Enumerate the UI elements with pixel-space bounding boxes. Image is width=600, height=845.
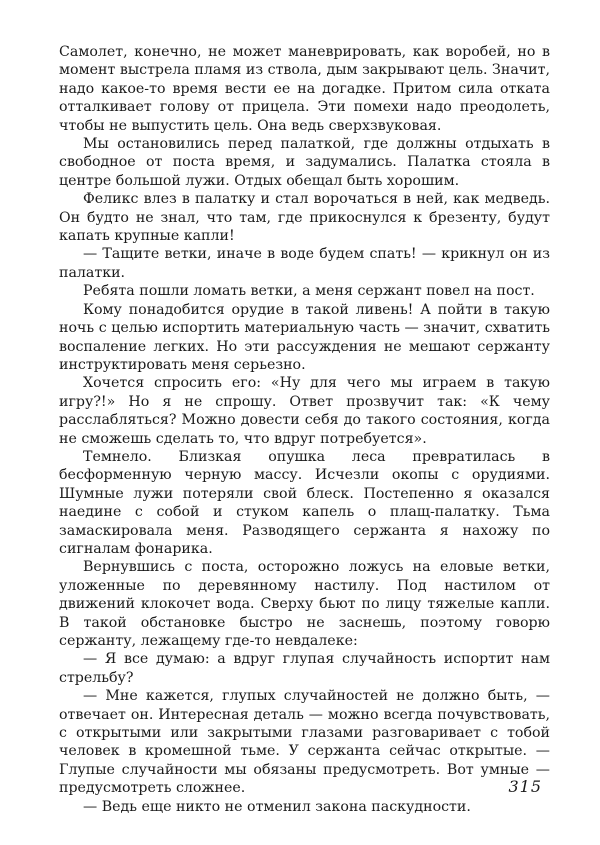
paragraph: Кому понадобится орудие в такой ливень! А пойти в такую ночь с целью испортить материальную часть — значит, схватить воспаление легких. Но эти рассуждения не мешают сержанту инструктировать меня серьезно.: [59, 301, 550, 373]
paragraph: Феликс влез в палатку и стал ворочаться в ней, как медведь. Он будто не знал, что там, где прикоснулся к брезенту, будут капать крупные капли!: [59, 191, 550, 245]
page-body: [59, 43, 550, 816]
page-number: 315: [508, 777, 542, 796]
paragraph: — Я все думаю: а вдруг глупая случайность испортит нам стрельбу?: [59, 651, 550, 686]
paragraph: Хочется спросить его: «Ну для чего мы играем в такую игру?!» Но я не спрошу. Ответ прозвучит так: «К чему расслабляться? Можно довести себя до такого состояния, когда не сможешь сделать то, что вдруг потребуется».: [59, 375, 550, 447]
paragraph: Темнело. Близкая опушка леса превратилась в бесформенную черную массу. Исчезли окопы с орудиями. Шумные лужи потеряли свой блеск. Постепенно я оказался наедине с собой и стуком капель о плащ-палатку. Тьма замаскировала меня. Разводящего сержанта я нахожу по сигналам фонарика.: [59, 448, 550, 557]
paragraph: — Тащите ветки, иначе в воде будем спать! — крикнул он из палатки.: [59, 246, 550, 281]
paragraph: Мы остановились перед палаткой, где должны отдыхать в свободное от поста время, и задумались. Палатка стояла в центре большой лужи. Отдых обещал быть хорошим.: [59, 136, 550, 189]
paragraph: — Мне кажется, глупых случайностей не должно быть, — отвечает он. Интересная деталь — можно всегда почувствовать, с открытыми или закрытыми глазами разговаривает с тобой человек в кромешной тьме. У сержанта сейчас открытые. — Глупые случайности мы обязаны предусмотреть. Вот умные — предусмотреть сложнее.: [59, 688, 550, 797]
paragraph: — Ведь еще никто не отменил закона паскудности.: [83, 798, 471, 815]
paragraph: Самолет, конечно, не может маневрировать, как воробей, но в момент выстрела пламя из ствола, дым закрывают цель. Значит, надо какое-то время вести ее на догадке. Притом сила отката отталкивает голову от прицела. Эти помехи надо преодолеть, чтобы не выпустить цель. Она ведь сверхзвуковая.: [59, 44, 550, 134]
paragraph: Ребята пошли ломать ветки, а меня сержант повел на пост.: [83, 283, 535, 300]
paragraph: Вернувшись с поста, осторожно ложусь на еловые ветки, уложенные по деревянному настилу. Под настилом от движений клокочет вода. Сверху бьют по лицу тяжелые капли. В такой обстановке быстро не заснешь, поэтому говорю сержанту, лежащему где-то невдалеке:: [59, 559, 550, 649]
